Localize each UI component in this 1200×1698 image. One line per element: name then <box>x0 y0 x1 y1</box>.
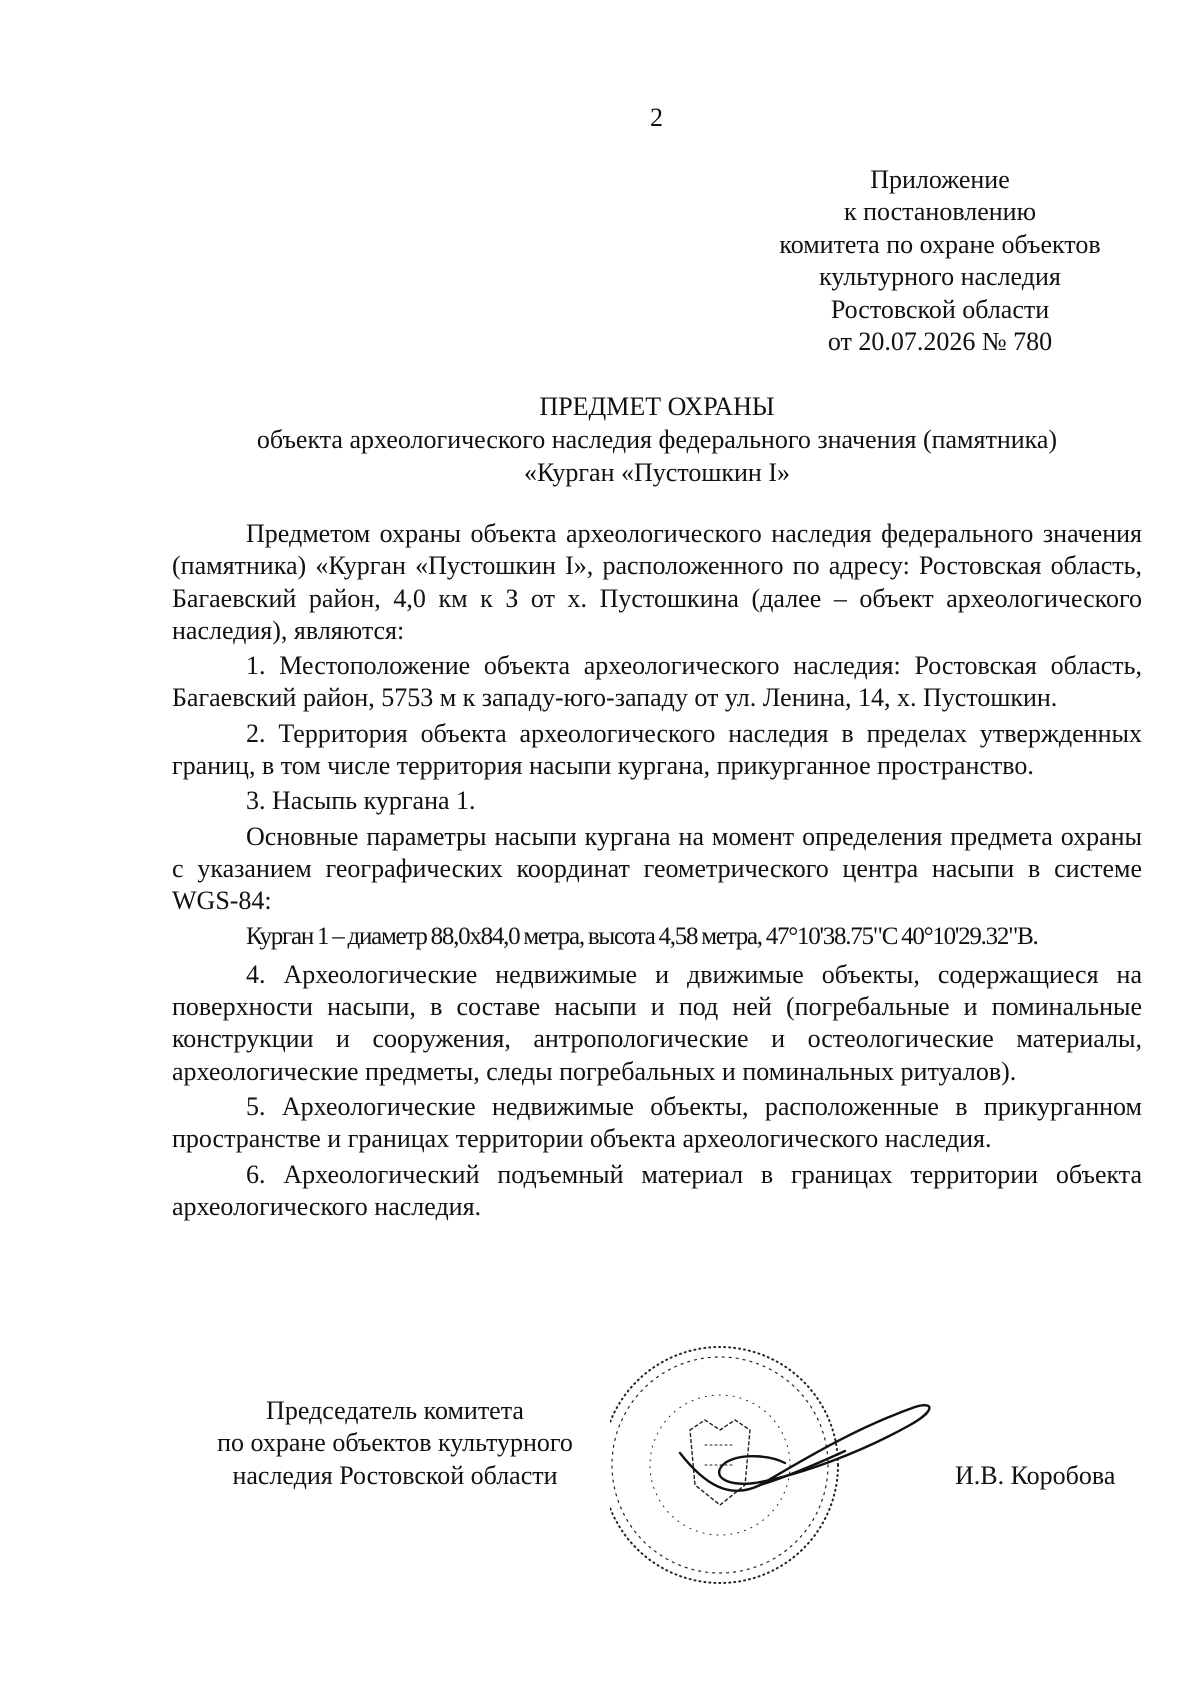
body-paragraph: 6. Археологический подъемный материал в границах территории объекта археологического наследия. <box>172 1159 1142 1221</box>
document-title <box>172 390 1142 489</box>
signatory-name: И.В. Коробова <box>955 1461 1116 1490</box>
signatory-position <box>185 1395 605 1492</box>
appendix-line: Приложение <box>870 165 1010 194</box>
official-seal-and-signature <box>610 1335 950 1595</box>
appendix-line: Ростовской области <box>830 294 1050 324</box>
appendix-date-line: от 20.07.2026 № 780 <box>827 327 1053 357</box>
title-object-name: «Курган «Пустошкин I» <box>524 458 790 487</box>
title-subtitle: объекта археологического наследия федерального значения (памятника) <box>256 425 1058 454</box>
title-heading: ПРЕДМЕТ ОХРАНЫ <box>539 392 775 421</box>
appendix-line: комитета по охране объектов <box>779 229 1101 259</box>
page-number: 2 <box>650 103 663 132</box>
signatory-position-line: Председатель комитета <box>266 1396 524 1425</box>
body-paragraph: 3. Насыпь кургана 1. <box>246 786 476 816</box>
appendix-line: культурного наследия <box>819 262 1061 292</box>
body-paragraph: 1. Местоположение объекта археологического наследия: Ростовская область, Багаевский район, 5753 м к западу-юго-западу от ул. Ленина, 14, х. Пустошкин. <box>172 651 1142 713</box>
body-paragraph: 5. Археологические недвижимые объекты, расположенные в прикурганном пространстве и границах территории объекта археологического наследия. <box>172 1092 1142 1154</box>
signatory-position-line: по охране объектов культурного <box>217 1428 573 1458</box>
body-paragraph: 4. Археологические недвижимые и движимые объекты, содержащиеся на поверхности насыпи, в составе насыпи и под ней (погребальные и поминальные конструкции и сооружения, антропологические и остеологические материалы, археологические предметы, следы погребальных и поминальных ритуалов). <box>172 959 1142 1086</box>
body-paragraph: Основные параметры насыпи кургана на момент определения предмета охраны с указанием географических координат геометрического центра насыпи в системе WGS-84: <box>172 821 1142 916</box>
document-body <box>172 518 1142 1226</box>
body-paragraph: Предметом охраны объекта археологического наследия федерального значения (памятника) «Курган «Пустошкин I», расположенного по адресу: Ростовская область, Багаевский район, 4,0 км к З от х. Пустошкина (далее – объект археологического наследия), являются: <box>172 519 1142 645</box>
appendix-header <box>740 164 1140 358</box>
body-paragraph: 2. Территория объекта археологического наследия в пределах утвержденных границ, в том числе территория насыпи кургана, прикурганное пространство. <box>172 718 1142 781</box>
signatory-position-line: наследия Ростовской области <box>232 1460 558 1490</box>
appendix-line: к постановлению <box>843 197 1037 227</box>
body-paragraph-coordinates: Курган 1 – диаметр 88,0х84,0 метра, высота 4,58 метра, 47°10'38.75"С 40°10'29.32"В. <box>246 922 1038 950</box>
